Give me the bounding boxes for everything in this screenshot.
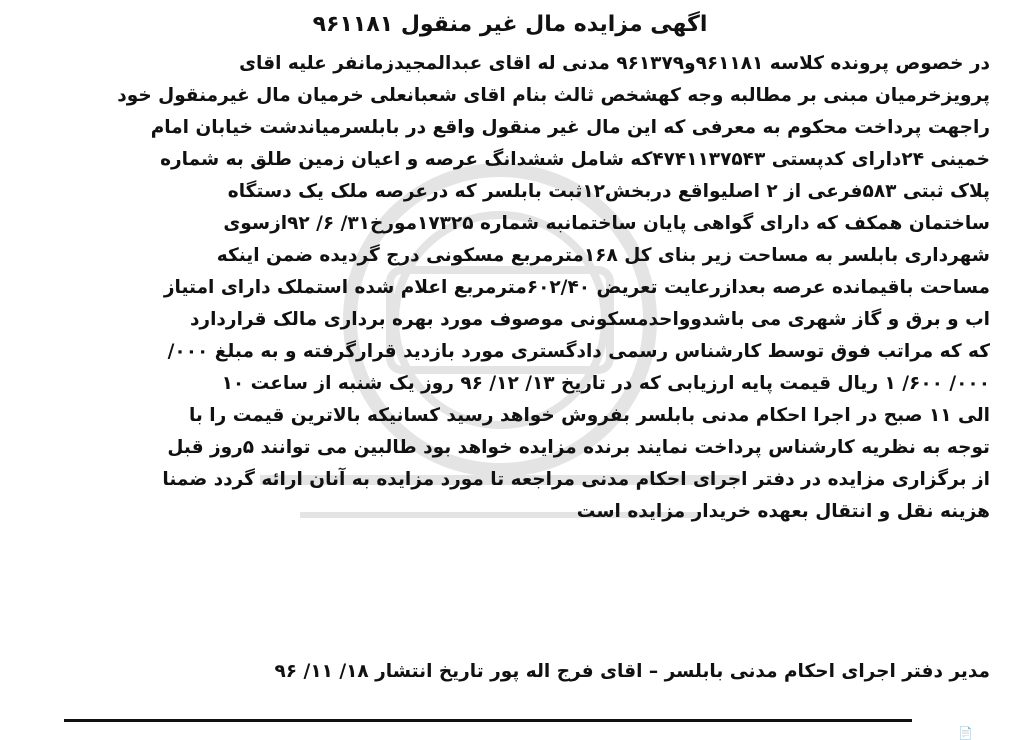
- body-line: شهرداری بابلسر به مساحت زیر بنای کل ۱۶۸مترمربع مسکونی درج گردیده ضمن اینکه: [216, 245, 990, 266]
- bottom-divider: [64, 719, 912, 722]
- notice-body: [14, 48, 990, 528]
- body-line: اب و برق و گاز شهری می باشدوواحدمسکونی موصوف مورد بهره برداری مالک قراردارد: [189, 309, 990, 330]
- body-line: مساحت باقیمانده عرصه بعدازرعایت تعریض ۶۰۲/۴۰مترمربع اعلام شده استملک دارای امتیاز: [163, 277, 990, 298]
- body-line: توجه به نظریه کارشناس پرداخت نمایند برنده مزایده خواهد بود طالبین می توانند ۵روز قبل: [167, 437, 990, 458]
- body-line: هزینه نقل و انتقال بعهده خریدار مزایده است: [576, 501, 990, 522]
- body-line: راجهت پرداخت محکوم به معرفی که این مال غیر منقول واقع در بابلسرمیاندشت خیابان امام: [150, 117, 990, 138]
- body-line: پلاک ثبتی ۵۸۳فرعی از ۲ اصلیواقع دربخش۱۲ثبت بابلسر که درعرصه ملک یک دستگاه: [227, 181, 990, 202]
- body-line: خمینی ۲۴دارای کدپستی ۴۷۴۱۱۳۷۵۴۳که شامل ششدانگ عرصه و اعیان زمین طلق به شماره: [160, 149, 990, 170]
- body-line: از برگزاری مزایده در دفتر اجرای احکام مدنی مراجعه تا مورد مزایده به آنان ارائه گردد ضمنا: [162, 469, 990, 490]
- body-line: در خصوص پرونده کلاسه ۹۶۱۱۸۱و۹۶۱۳۷۹ مدنی له اقای عبدالمجیدزمانفر علیه اقای: [239, 53, 990, 74]
- body-line: که که مراتب فوق توسط کارشناس رسمی دادگستری مورد بازدید قرارگرفته و به مبلغ ۰۰۰/: [167, 341, 990, 362]
- corner-mark-icon: 📄: [958, 726, 973, 740]
- notice-title: اگهی مزایده مال غیر منقول ۹۶۱۱۸۱: [312, 12, 708, 37]
- body-line: الی ۱۱ صبح در اجرا احکام مدنی بابلسر بفروش خواهد رسید کسانیکه بالاترین قیمت را با: [188, 405, 990, 426]
- body-line: پرویزخرمیان مبنی بر مطالبه وجه کهشخص ثالث بنام اقای شعبانعلی خرمیان مال غیرمنقول خود: [117, 85, 990, 106]
- body-line: ساختمان همکف که دارای گواهی پایان ساختمانبه شماره ۱۷۳۲۵مورخ۳۱/ ۶/ ۹۲ازسوی: [223, 213, 990, 234]
- body-line: ۰۰۰/ ۶۰۰/ ۱ ریال قیمت پایه ارزیابی که در تاریخ ۱۳/ ۱۲/ ۹۶ روز یک شنبه از ساعت ۱۰: [221, 373, 990, 394]
- notice-signature: مدیر دفتر اجرای احکام مدنی بابلسر – اقای فرج اله پور تاریخ انتشار ۱۸/ ۱۱/ ۹۶: [274, 661, 990, 682]
